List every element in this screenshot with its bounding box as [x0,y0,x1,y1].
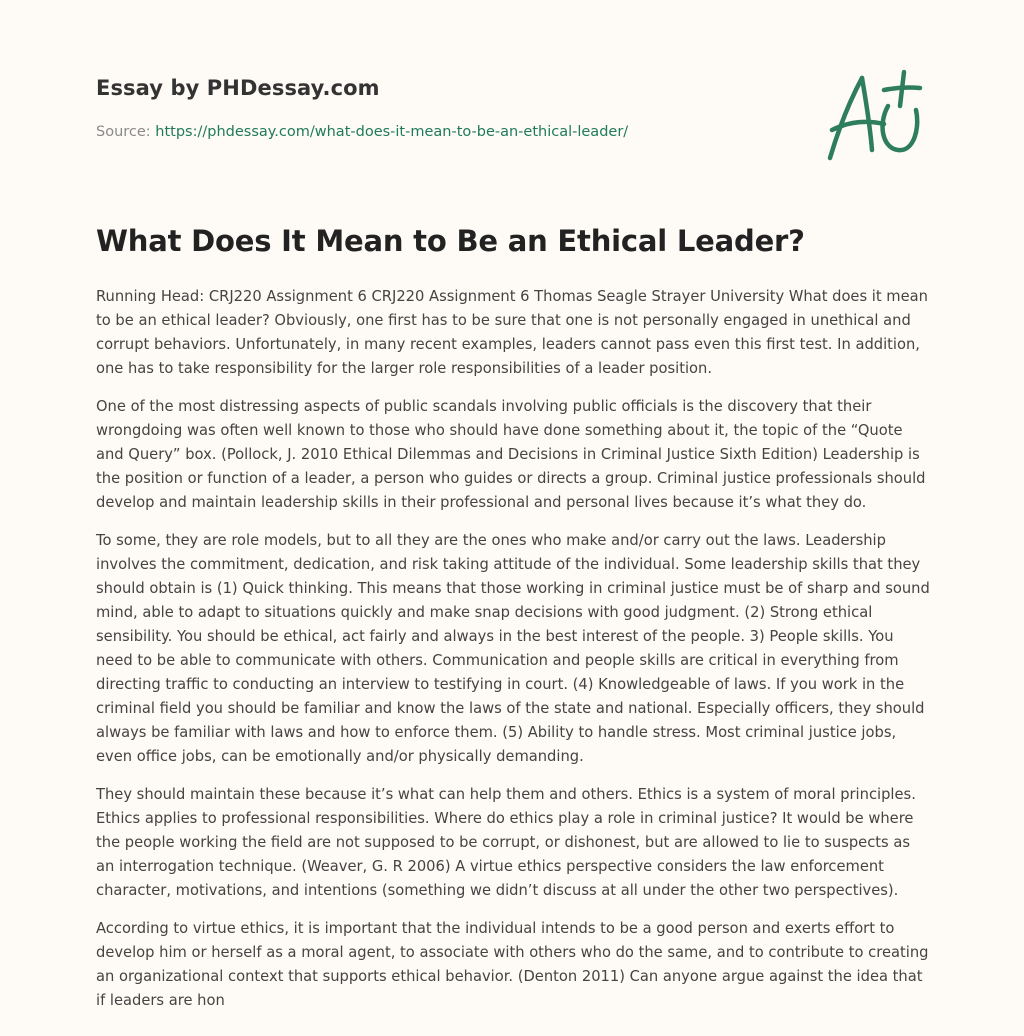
a-plus-logo-icon [820,66,930,166]
article-body [96,285,932,1027]
source-label: Source: [96,124,151,140]
source-link[interactable]: https://phdessay.com/what-does-it-mean-to-be-an-ethical-leader/ [155,124,629,140]
essay-header [96,76,796,140]
site-brand: Essay by PHDessay.com [96,76,380,100]
article-paragraph: To some, they are role models, but to all they are the ones who make and/or carry out the laws. Leadership involves the commitment, dedication, and risk taking attitude of the individual. Some leadership skills that they should obtain is (1) Quick thinking. This means that those working in criminal justice must be of sharp and sound mind, able to adapt to situations quickly and make snap decisions with good judgment. (2) Strong ethical sensibility. You should be ethical, act fairly and always in the best interest of the people. 3) People skills. You need to be able to communicate with others. Communication and people skills are critical in everything from directing traffic to conducting an interview to testifying in court. (4) Knowledgeable of laws. If you work in the criminal field you should be familiar and know the laws of the state and national. Especially officers, they should always be familiar with laws and how to enforce them. (5) Ability to handle stress. Most criminal justice jobs, even office jobs, can be emotionally and/or physically demanding. [96,532,930,765]
article-paragraph: According to virtue ethics, it is important that the individual intends to be a good person and exerts effort to develop him or herself as a moral agent, to associate with others who do the same, and to contribute to creating an organizational context that supports ethical behavior. (Denton 2011) Can anyone argue against the idea that if leaders are hon [96,920,929,1009]
source-line [96,124,628,140]
article-paragraph: Running Head: CRJ220 Assignment 6 CRJ220 Assignment 6 Thomas Seagle Strayer University What does it mean to be an ethical leader? Obviously, one first has to be sure that one is not personally engaged in unethical and corrupt behaviors. Unfortunately, in many recent examples, leaders cannot pass even this first test. In addition, one has to take responsibility for the larger role responsibilities of a leader position. [96,288,928,377]
article-title: What Does It Mean to Be an Ethical Leader? [96,224,805,258]
article-paragraph: One of the most distressing aspects of public scandals involving public officials is the discovery that their wrongdoing was often well known to those who should have done something about it, the topic of the “Quote and Query” box. (Pollock, J. 2010 Ethical Dilemmas and Decisions in Criminal Justice Sixth Edition) Leadership is the position or function of a leader, a person who guides or directs a group. Criminal justice professionals should develop and maintain leadership skills in their professional and personal lives because it’s what they do. [96,398,926,511]
article-paragraph: They should maintain these because it’s what can help them and others. Ethics is a system of moral principles. Ethics applies to professional responsibilities. Where do ethics play a role in criminal justice? It would be where the people working the field are not supposed to be corrupt, or dishonest, but are allowed to lie to suspects as an interrogation technique. (Weaver, G. R 2006) A virtue ethics perspective considers the law enforcement character, motivations, and intentions (something we didn’t discuss at all under the other two perspectives). [96,786,916,899]
